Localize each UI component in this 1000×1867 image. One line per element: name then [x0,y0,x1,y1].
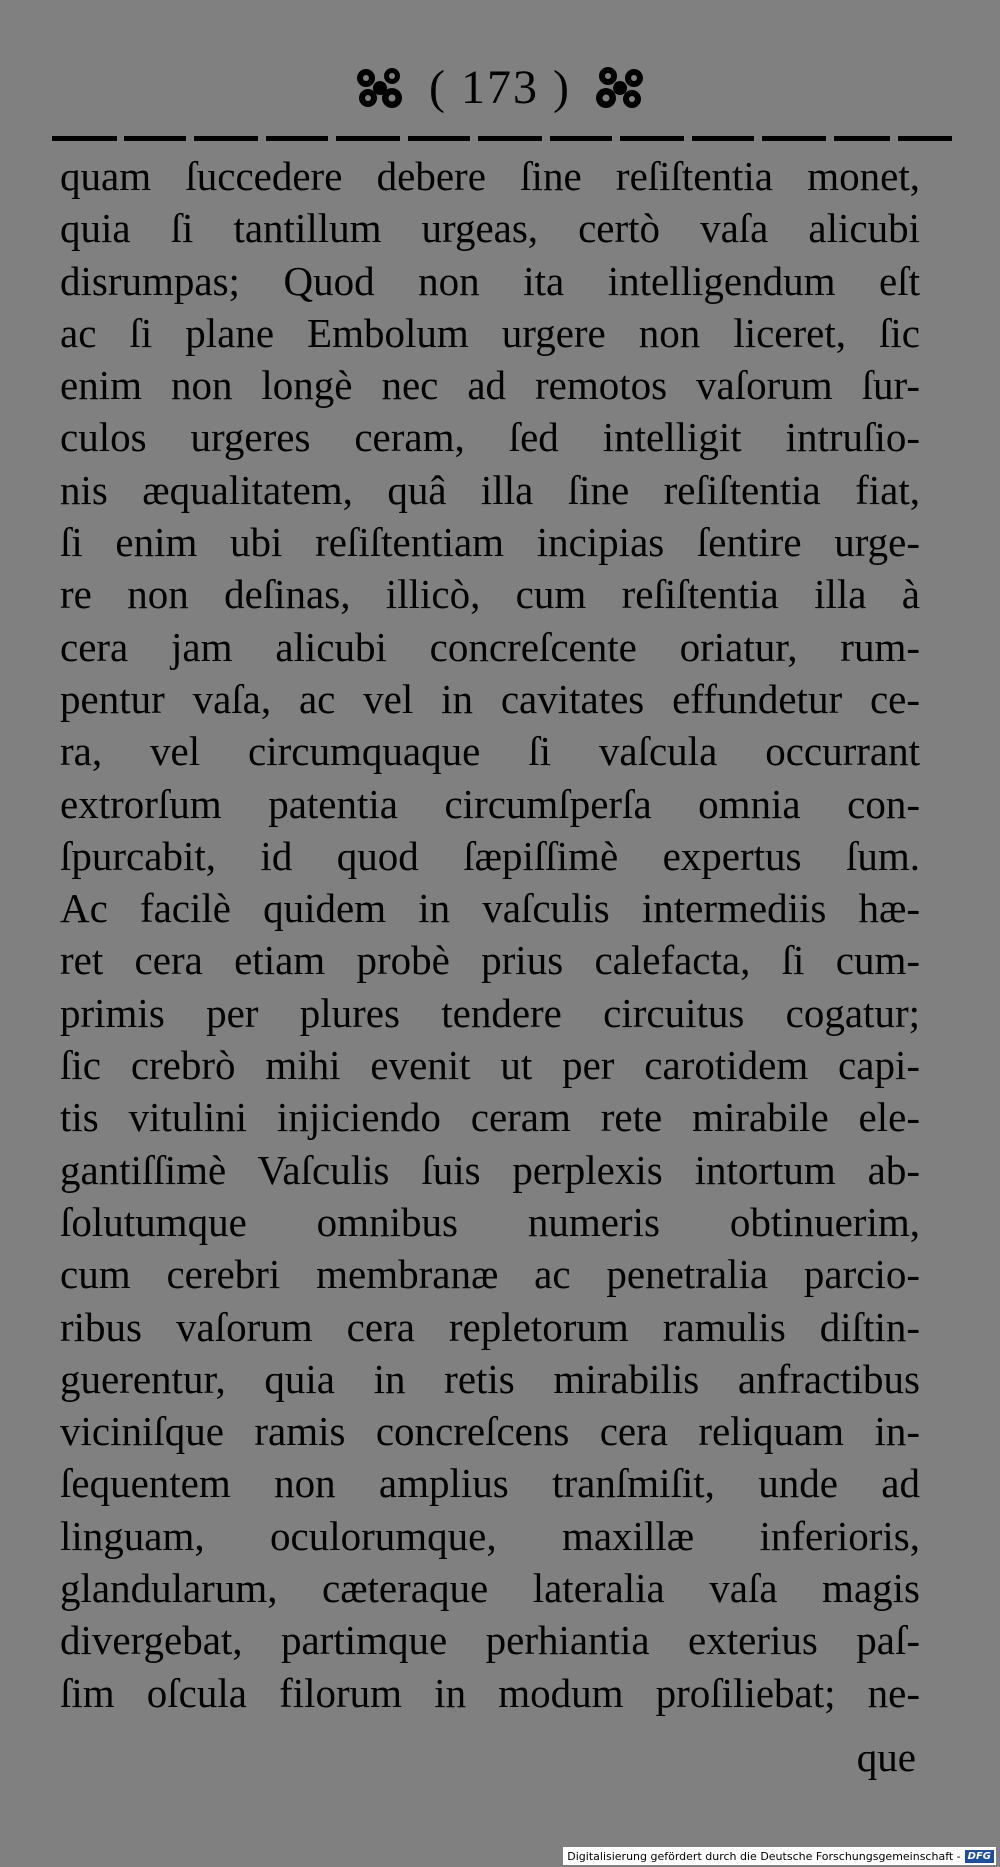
text-line: quam ſuccedere debere ſine reſiſtentia monet, [60,153,920,199]
floral-ornament-icon [352,64,408,112]
text-line: ribus vaſorum cera repletorum ramulis diſtin- [60,1303,920,1350]
text-line: divergebat, partimque perhiantia exterius paſ- [60,1617,920,1664]
text-line: gantiſſimè Vaſculis ſuis perplexis intortum ab- [60,1146,920,1193]
text-line: enim non longè nec ad remotos vaſorum ſur- [60,362,920,409]
text-line: ra, vel circumquaque ſi vaſcula occurrant [60,728,920,775]
text-line: culos urgeres ceram, ſed intelligit intruſio- [60,414,920,461]
text-line: guerentur, quia in retis mirabilis anfractibus [60,1355,920,1402]
page-number: ( 173 ) [429,61,571,114]
text-line: pentur vaſa, ac vel in cavitates effundetur ce- [60,675,920,722]
text-line: ac ſi plane Embolum urgere non liceret, ſic [60,309,920,356]
header-rule [52,132,952,144]
body-text [60,150,920,1719]
credit-text: Digitalisierung gefördert durch die Deutsche Forschungsgemeinschaft - [567,1849,961,1863]
text-line: ſequentem non amplius tranſmiſit, unde ad [60,1460,920,1507]
catchword: que [856,1734,916,1780]
floral-ornament-icon [592,64,648,112]
text-line: quia ſi tantillum urgeas, certò vaſa alicubi [60,205,920,252]
text-line: Ac facilè quidem in vaſculis intermediis hæ- [60,885,920,932]
text-line: ſic crebrò mihi evenit ut per carotidem capi- [60,1042,920,1089]
text-line: cum cerebri membranæ ac penetralia parcio- [60,1251,920,1298]
text-line: ſolutumque omnibus numeris obtinuerim, [60,1198,920,1245]
text-line: extrorſum patentia circumſperſa omnia con- [60,780,920,827]
page-header [0,60,1000,130]
text-line: ſi enim ubi reſiſtentiam incipias ſentire urge- [60,519,920,566]
text-line: disrumpas; Quod non ita intelligendum eſt [60,257,920,304]
text-line: tis vitulini injiciendo ceram rete mirabile ele- [60,1094,920,1141]
dfg-logo: DFG [965,1850,994,1863]
text-line: linguam, oculorumque, maxillæ inferioris, [60,1512,920,1559]
text-line: ret cera etiam probè prius calefacta, ſi cum- [60,937,920,984]
text-line: nis æqualitatem, quâ illa ſine reſiſtentia fiat, [60,466,920,513]
text-line: glandularum, cæteraque lateralia vaſa magis [60,1565,920,1612]
text-line: viciniſque ramis concreſcens cera reliquam in- [60,1408,920,1455]
text-line: ſpurcabit, id quod ſæpiſſimè expertus ſum. [60,832,920,879]
text-line: ſim oſcula filorum in modum proſiliebat; ne- [60,1669,920,1716]
text-line: cera jam alicubi concreſcente oriatur, rum- [60,623,920,670]
text-line: re non deſinas, illicò, cum reſiſtentia illa à [60,571,920,618]
digitization-credit [563,1847,996,1865]
text-line: primis per plures tendere circuitus cogatur; [60,989,920,1036]
